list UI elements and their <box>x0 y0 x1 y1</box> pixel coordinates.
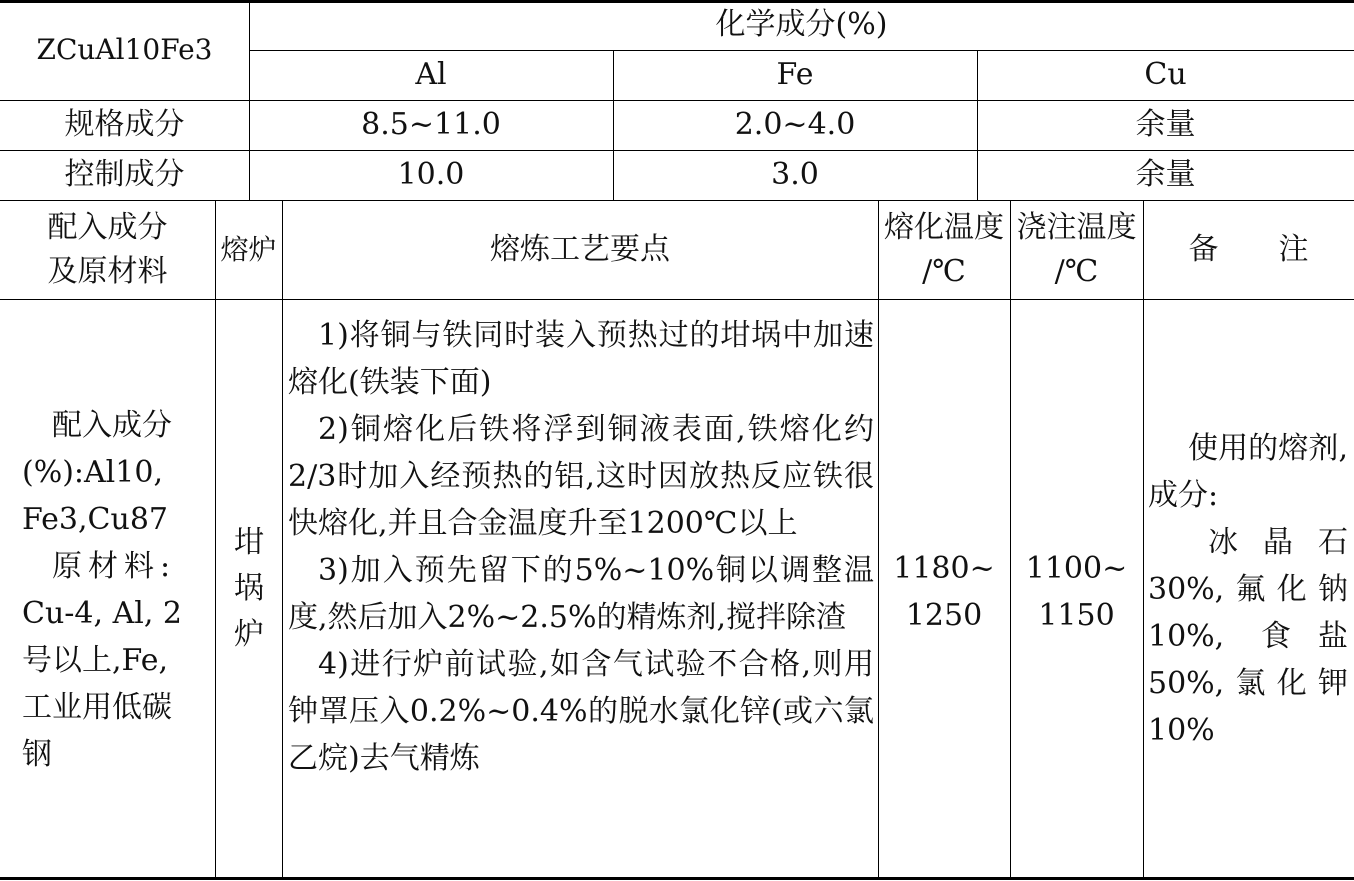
pour-temp-value <box>1010 545 1143 639</box>
ingredients-line: Fe3,Cu87 <box>22 502 169 537</box>
melt-temp-line1: 1180~ <box>893 551 995 586</box>
control-fe: 3.0 <box>771 157 819 192</box>
header-furnace: 熔炉 <box>220 232 277 266</box>
control-al: 10.0 <box>397 157 465 192</box>
spec-fe: 2.0~4.0 <box>734 107 856 142</box>
ingredients-line: 钢 <box>22 737 52 772</box>
process-step: 2)铜熔化后铁将浮到铜液表面,铁熔化约2/3时加入经预热的铝,这时因放热反应铁很快熔化,并且合金温度升至1200℃以上 <box>288 412 874 541</box>
remarks-line: 冰晶石30%,氟化钠10%, 食盐50%,氯化钾10% <box>1148 525 1348 748</box>
furnace-cell <box>226 520 272 658</box>
remarks-line: 使用的熔剂,成分: <box>1148 431 1348 513</box>
header-ingredients <box>0 200 215 299</box>
header-pour-temp-line2: /℃ <box>1054 253 1099 289</box>
header-pour-temp-line1: 浇注温度 <box>1016 209 1137 245</box>
header-ingredients-line2: 及原材料 <box>47 253 168 289</box>
header-process: 熔炼工艺要点 <box>490 231 670 267</box>
header-pour-temp <box>1010 200 1143 299</box>
element-cu: Cu <box>1144 57 1187 92</box>
furnace-char: 埚 <box>234 571 264 606</box>
ingredients-line: Cu-4, Al, 2 <box>22 596 182 631</box>
pour-temp-line2: 1150 <box>1038 598 1115 633</box>
process-steps <box>288 312 874 782</box>
header-melt-temp <box>878 200 1010 299</box>
ingredients-line: 配入成分 <box>52 408 172 443</box>
element-al: Al <box>415 57 447 92</box>
melt-temp-value <box>878 545 1010 639</box>
melt-temp-line2: 1250 <box>905 598 983 633</box>
remarks-cell <box>1148 425 1348 754</box>
composition-header: 化学成分(%) <box>715 7 888 42</box>
process-step: 4)进行炉前试验,如含气试验不合格,则用钟罩压入0.2%~0.4%的脱水氯化锌(或六氯乙烷)去气精炼 <box>288 647 874 776</box>
ingredients-line: (%):Al10, <box>22 455 163 490</box>
furnace-char: 坩 <box>234 525 264 560</box>
ingredients-line: 工业用低碳 <box>22 690 172 725</box>
pour-temp-line1: 1100~ <box>1025 551 1128 586</box>
control-label: 控制成分 <box>64 157 185 192</box>
alloy-code: ZCuAl10Fe3 <box>36 33 213 66</box>
ingredients-line: 号以上,Fe, <box>22 643 169 678</box>
furnace-char: 炉 <box>234 617 264 652</box>
element-fe: Fe <box>776 57 814 92</box>
header-melt-temp-line1: 熔化温度 <box>884 209 1004 245</box>
header-melt-temp-line2: /℃ <box>922 253 966 289</box>
spec-cu: 余量 <box>1135 107 1196 142</box>
ingredients-line: 原材料: <box>52 549 177 584</box>
spec-al: 8.5~11.0 <box>361 107 501 142</box>
header-ingredients-line1: 配入成分 <box>47 209 168 245</box>
process-step: 1)将铜与铁同时装入预热过的坩埚中加速熔化(铁装下面) <box>288 318 874 400</box>
control-cu: 余量 <box>1135 157 1196 192</box>
process-step: 3)加入预先留下的5%~10%铜以调整温度,然后加入2%~2.5%的精炼剂,搅拌除渣 <box>288 553 874 635</box>
spec-label: 规格成分 <box>64 107 185 142</box>
ingredients-cell <box>22 402 198 778</box>
header-remarks: 备 注 <box>1188 231 1309 267</box>
